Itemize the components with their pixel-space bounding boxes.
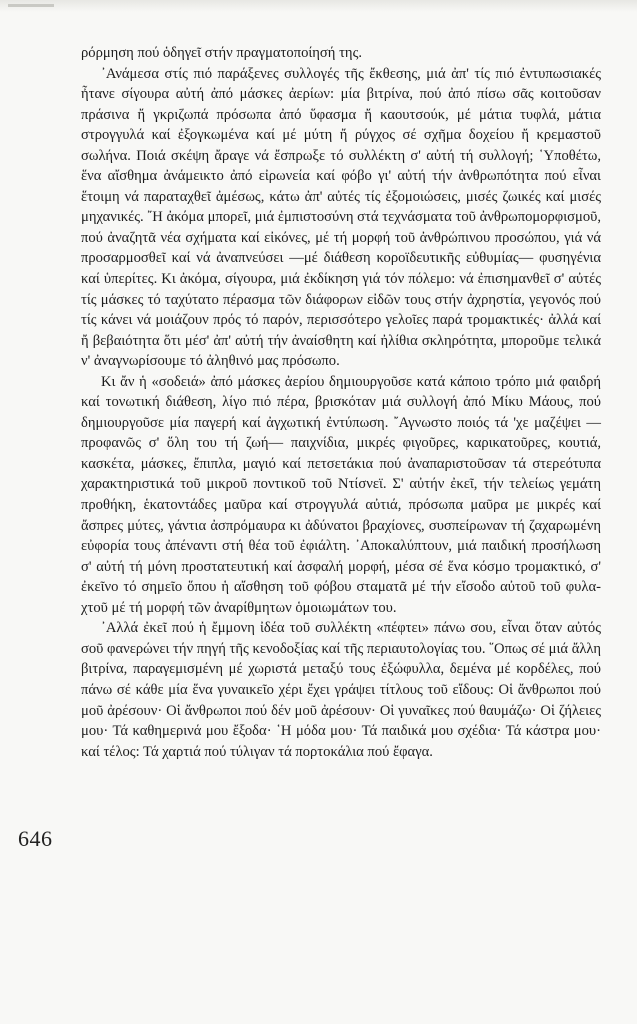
paragraph-continuation: ρόρμηση πού ὁδηγεῖ στήν πραγματοποίησή της.: [81, 45, 362, 61]
paragraph-gas-masks: ᾿Ανάμεσα στίς πιό παράξενες συλλογές τῆς ἔκθεσης, μιά ἀπ' τίς πιό ἐντυπωσιακές ἦτανε σίγουρα αὐτή ἀπό μάσκες ἀερίων: μία βιτρίνα, πού ἀπό πίσω σᾶς κοιτοῦσαν πράσινα ἤ γκριζωπά πρόσωπα ἀπό ὕφασμα ἤ καουτσούκ, μέ μάτια τυφλά, μάτια στρογγυλά καί ἐξογκωμένα καί μέ μύτη ἤ ρύγχος σέ σχῆμα δοχείου ἤ κρεμαστοῦ σωλήνα. Ποιά σκέψη ἄραγε νά ἔσπρωξε τό συλλέκτη σ' αὐτή τή συλλογή; ῾Υποθέτω, ἕνα αἴσθημα ἀνάμεικτο ἀπό εἰρωνεία καί φόβο γι' αὐτή τήν ἀνθρωπότητα πού εἶναι ἕτοιμη νά παραταχθεῖ ἀμέσως, κάτω ἀπ' αὐτές τίς ἐξομοιώσεις, μισές ζωικές καί μισές μηχανικές. ῎Η ἀκόμα μπορεῖ, μιά ἐμπιστοσύνη στά τεχνάσματα τοῦ ἀνθρωπομορφισμοῦ, πού ἀναζητᾶ νέα σχήματα καί εἰκόνες, μέ τή μορφή τοῦ ἀνθρώπινου προσώπου, γιά νά προσαρμοσθεῖ καί νά ἀναπνεύσει —μέ διάθεση κοροϊδευτικῆς εὐθυμίας— φυσηγένια καί ὑπερίτες. Κι ἀκόμα, σίγουρα, μιά ἐκδίκηση γιά τόν πόλεμο: νά ἐπισημανθεῖ σ' αὐτές τίς μάσκες τό ταχύτατο πέρασμα τῶν διάφορων εἰδῶν τους στήν ἀχρηστία, γεγονός πού τίς κάνει νά μοιάζουν πρός τό παρόν, περισσότερο γελοῖες παρά τρομακτικές· ἀλλά καί ἤ βεβαιότητα ὅτι μέσ' ἀπ' αὐτή τήν ἀναίσθητη καί ἠλίθια σκληρότητα, μποροῦμε τελικά ν' ἀναγνωρίσουμε τό ἀληθινό μας πρόσωπο.: [81, 65, 601, 370]
paragraph-mickey-mouse: Κι ἄν ἡ «σοδειά» ἀπό μάσκες ἀερίου δημιουργοῦσε κατά κάποιο τρόπο μιά φαιδρή καί τονωτική διάθεση, λίγο πιό πέρα, βρισκόταν μιά συλλογή ἀπό Μίκυ Μάους, πού δημιουργοῦσε μία παγερή καί ἀγχωτική ἐντύπωση. ῎Αγνωστο ποιός τά 'χε μαζέψει —προφανῶς σ' ὅλη του τή ζωή— παιχνίδια, μικρές φιγοῦρες, καρικατοῦρες, κουτιά, κασκέτα, μάσκες, ἔπιπλα, μαγιό καί πετσετάκια πού ἀναπαριστοῦσαν τά στερεότυπα χαρακτηριστικά τοῦ μικροῦ ποντικοῦ τοῦ Ντίσνεϊ. Σ' αὐτήν ἐκεῖ, τήν τελείως γεμάτη προθήκη, ἑκατοντάδες μαῦρα καί στρογγυλά αὐτιά, πρόσωπα μαῦρα με μικρές καί ἄσπρες μύτες, γάντια ἀσπρόμαυρα κι ἀδύνατοι βραχίονες, συσπείρωναν τή ζαχαρωμένη εὐφορία τους ἀπέναντι στή θέα τοῦ ἐφιάλτη. ᾿Αποκαλύπτουν, μιά παιδική προσήλωση σ' αὐτή τή μόνη προστατευτική καί ἀσφαλή μορφή, μέσα σέ ἕνα κόσμο τρομακτικό, σ' ἐκεῖνο τό σημεῖο ὅπου ἡ αἴσθηση τοῦ φόβου σταματᾶ μέ τήν εἴσοδο αὐτοῦ τοῦ φυλαχτοῦ μέ τή μορφή τῶν ἀναρίθμητων ὁμοιωμάτων του.: [81, 373, 601, 616]
page-number: 646: [18, 826, 53, 851]
paragraph-collector-vanity: ᾿Αλλά ἐκεῖ πού ἡ ἔμμονη ἰδέα τοῦ συλλέκτη «πέφτει» πάνω σου, εἶναι ὅταν αὐτός σοῦ φανερώνει τήν πηγή τῆς κενοδοξίας καί τῆς περιαυτολογίας του. ῞Οπως σέ μιά ἄλλη βιτρίνα, παραγεμισμένη μέ χωριστά μεταξύ τους ἐξώφυλλα, δεμένα μέ κορδέλες, πού πάνω σέ κάθε μία ἕνα γυναικεῖο χέρι ἔχει γράψει τίτλους τοῦ εἴδους: Οἱ ἄνθρωποι πού μοῦ ἀρέσουν· Οἱ ἄνθρωποι πού δέν μοῦ ἀρέσουν· Οἱ γυναῖκες πού θαυμάζω· Οἱ ζήλειες μου· Τά καθημερινά μου ἔξοδα· ῾Η μόδα μου· Τά παιδικά μου σχέδια· Τά κάστρα μου· καί τέλος: Τά χαρτιά πού τύλιγαν τά πορτοκάλια πού ἔφαγα.: [81, 620, 601, 760]
running-head-remnant: [8, 4, 54, 7]
scan-top-edge: [0, 0, 637, 12]
page-body: [81, 43, 601, 762]
